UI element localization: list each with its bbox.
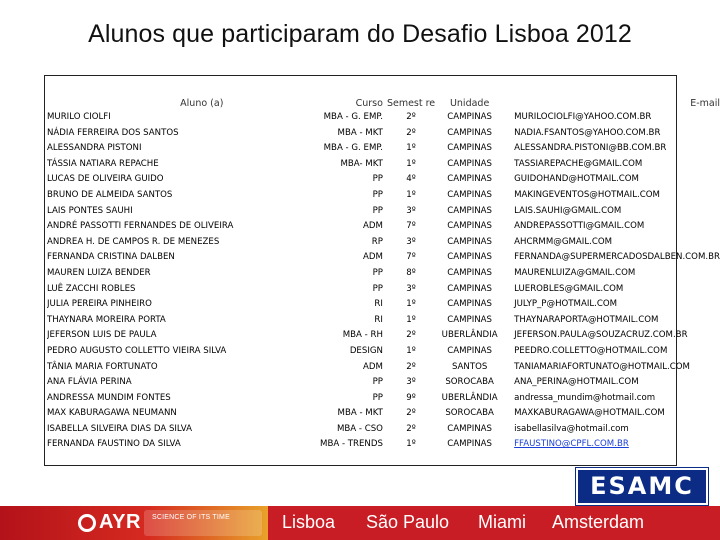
student-unit: UBERLÂNDIA [441, 392, 498, 403]
student-semester: 2º [406, 423, 416, 434]
student-name: MAUREN LUIZA BENDER [47, 267, 151, 278]
student-name: ALESSANDRA PISTONI [47, 143, 142, 154]
student-name: BRUNO DE ALMEIDA SANTOS [47, 189, 173, 200]
student-name: FERNANDA FAUSTINO DA SILVA [47, 439, 181, 450]
student-email: JEFERSON.PAULA@SOUZACRUZ.COM.BR [514, 330, 688, 341]
student-email: GUIDOHAND@HOTMAIL.COM [514, 174, 639, 185]
student-course: RP [371, 236, 383, 247]
city-sao-paulo: São Paulo [366, 512, 450, 532]
footer-brand-area [0, 506, 268, 540]
student-unit: CAMPINAS [447, 423, 493, 434]
student-name: LAIS PONTES SAUHI [47, 205, 133, 216]
student-unit: CAMPINAS [447, 205, 493, 216]
student-email: andressa_mundim@hotmail.com [514, 392, 656, 403]
student-email: THAYNARAPORTA@HOTMAIL.COM [514, 314, 659, 325]
student-name: MURILO CIOLFI [47, 112, 111, 122]
students-table [47, 80, 720, 453]
header-semestre: Semest re [386, 98, 436, 109]
student-email: AHCRMM@GMAIL.COM [514, 236, 613, 247]
student-semester: 3º [406, 283, 416, 294]
table-row [47, 266, 720, 282]
student-name: MAX KABURAGAWA NEUMANN [47, 408, 177, 419]
student-course: PP [372, 377, 383, 388]
student-semester: 2º [406, 127, 416, 138]
student-semester: 2º [406, 330, 416, 341]
student-name: LUCAS DE OLIVEIRA GUIDO [47, 174, 164, 185]
student-semester: 8º [406, 267, 416, 278]
student-unit: CAMPINAS [447, 158, 493, 169]
student-email: TASSIAREPACHE@GMAIL.COM [514, 158, 643, 169]
student-course: MBA - G. EMP. [323, 112, 383, 122]
student-course: PP [372, 189, 383, 200]
student-email: MAURENLUIZA@GMAIL.COM [514, 267, 636, 278]
table-row [47, 422, 720, 438]
header-curso: Curso [355, 98, 383, 109]
student-name: ISABELLA SILVEIRA DIAS DA SILVA [47, 423, 192, 434]
student-unit: CAMPINAS [447, 283, 493, 294]
student-course: PP [372, 392, 383, 403]
student-name: TÁSSIA NATIARA REPACHE [47, 158, 159, 169]
student-email: ALESSANDRA.PISTONI@BB.COM.BR [514, 143, 667, 154]
table-row [47, 250, 720, 266]
student-unit: SANTOS [451, 361, 488, 372]
table-row [47, 141, 720, 157]
student-course: ADM [363, 252, 383, 263]
table-row [47, 188, 720, 204]
header-unidade: Unidade [449, 98, 490, 109]
student-course: PP [372, 174, 383, 185]
student-semester: 7º [406, 252, 416, 263]
student-email: ANDREPASSOTTI@GMAIL.COM [514, 221, 645, 232]
student-email: MURILOCIOLFI@YAHOO.COM.BR [514, 112, 652, 122]
student-course: ADM [363, 221, 383, 232]
esamc-logo: ESAMC [576, 468, 708, 505]
student-course: RI [374, 299, 383, 310]
student-course: RI [374, 314, 383, 325]
student-course: PP [372, 267, 383, 278]
table-row [47, 406, 720, 422]
student-unit: CAMPINAS [447, 267, 493, 278]
student-semester: 1º [406, 299, 416, 310]
student-semester: 1º [406, 189, 416, 200]
student-name: FERNANDA CRISTINA DALBEN [47, 252, 175, 263]
student-semester: 1º [406, 314, 416, 325]
student-course: ADM [363, 361, 383, 372]
student-name: ANDRÉ PASSOTTI FERNANDES DE OLIVEIRA [47, 221, 234, 232]
student-course: MBA - RH [342, 330, 383, 341]
table-row [47, 328, 720, 344]
table-row [47, 437, 720, 453]
table-row [47, 375, 720, 391]
student-name: ANA FLÁVIA PERINA [47, 377, 132, 388]
student-unit: CAMPINAS [447, 221, 493, 232]
student-semester: 2º [406, 112, 416, 122]
student-email: MAKINGEVENTOS@HOTMAIL.COM [514, 189, 660, 200]
ayr-brand: AYR [99, 511, 141, 533]
student-semester: 1º [406, 158, 416, 169]
student-email: PEEDRO.COLLETTO@HOTMAIL.COM [514, 345, 668, 356]
table-row [47, 126, 720, 142]
student-unit: SOROCABA [445, 408, 494, 419]
student-semester: 4º [406, 174, 416, 185]
student-semester: 3º [406, 236, 416, 247]
student-name: THAYNARA MOREIRA PORTA [47, 314, 166, 325]
student-unit: CAMPINAS [447, 143, 493, 154]
science-tagline: SCIENCE OF ITS TIME [152, 514, 230, 521]
student-unit: CAMPINAS [447, 112, 493, 122]
student-name: PEDRO AUGUSTO COLLETTO VIEIRA SILVA [47, 345, 227, 356]
student-course: MBA - TRENDS [320, 439, 383, 450]
table-row [47, 235, 720, 251]
city-lisboa: Lisboa [282, 512, 336, 532]
student-unit: CAMPINAS [447, 127, 493, 138]
header-email: E-mail [690, 98, 720, 109]
student-course: DESIGN [349, 345, 383, 356]
student-name: JULIA PEREIRA PINHEIRO [47, 299, 152, 310]
ayr-logo-icon [78, 514, 96, 532]
student-semester: 1º [406, 143, 416, 154]
student-email: ANA_PERINA@HOTMAIL.COM [514, 377, 639, 388]
table-row [47, 313, 720, 329]
student-course: MBA - MKT [337, 127, 383, 138]
student-name: TÂNIA MARIA FORTUNATO [47, 361, 158, 372]
student-email: JULYP_P@HOTMAIL.COM [514, 299, 618, 310]
student-semester: 3º [406, 377, 416, 388]
student-semester: 7º [406, 221, 416, 232]
student-unit: CAMPINAS [447, 439, 493, 450]
student-email: isabellasilva@hotmail.com [514, 423, 629, 434]
student-semester: 1º [406, 345, 416, 356]
student-unit: CAMPINAS [447, 299, 493, 310]
table-row [47, 172, 720, 188]
footer-bar [0, 506, 720, 540]
student-unit: CAMPINAS [447, 314, 493, 325]
table-row [47, 297, 720, 313]
student-course: MBA - MKT [337, 408, 383, 419]
student-unit: SOROCABA [445, 377, 494, 388]
table-row [47, 360, 720, 376]
city-miami: Miami [478, 512, 526, 532]
student-name: ANDRESSA MUNDIM FONTES [47, 392, 171, 403]
student-name: LUÊ ZACCHI ROBLES [47, 283, 136, 294]
student-name: NÁDIA FERREIRA DOS SANTOS [47, 127, 179, 138]
table-row [47, 219, 720, 235]
student-course: PP [372, 205, 383, 216]
student-unit: CAMPINAS [447, 252, 493, 263]
student-name: JEFERSON LUIS DE PAULA [47, 330, 157, 341]
student-unit: CAMPINAS [447, 236, 493, 247]
student-semester: 9º [406, 392, 416, 403]
student-email: MAXKABURAGAWA@HOTMAIL.COM [514, 408, 665, 419]
student-course: PP [372, 283, 383, 294]
student-unit: CAMPINAS [447, 345, 493, 356]
student-name: ANDREA H. DE CAMPOS R. DE MENEZES [47, 236, 220, 247]
student-unit: CAMPINAS [447, 189, 493, 200]
student-semester: 1º [406, 439, 416, 450]
email-link[interactable]: FFAUSTINO@CPFL.COM.BR [514, 439, 629, 450]
student-email: FERNANDA@SUPERMERCADOSDALBEN.COM.BR [514, 252, 720, 263]
table-row [47, 282, 720, 298]
table-row [47, 204, 720, 220]
student-email [504, 437, 720, 453]
student-email: NADIA.FSANTOS@YAHOO.COM.BR [514, 127, 661, 138]
student-semester: 3º [406, 205, 416, 216]
table-row [47, 391, 720, 407]
city-amsterdam: Amsterdam [552, 512, 645, 532]
table-row [47, 157, 720, 173]
slide-title: Alunos que participaram do Desafio Lisboa 2012 [88, 20, 632, 48]
student-course: MBA - CSO [336, 423, 383, 434]
table-row [47, 344, 720, 360]
header-aluno: Aluno (a) [180, 98, 224, 109]
student-semester: 2º [406, 361, 416, 372]
student-email: TANIAMARIAFORTUNATO@HOTMAIL.COM [514, 361, 690, 372]
table-header-row [47, 80, 720, 110]
student-course: MBA- MKT [340, 158, 383, 169]
student-course: MBA - G. EMP. [323, 143, 383, 154]
student-email: LAIS.SAUHI@GMAIL.COM [514, 205, 622, 216]
table-row [47, 110, 720, 126]
student-unit: CAMPINAS [447, 174, 493, 185]
student-semester: 2º [406, 408, 416, 419]
student-unit: UBERLÂNDIA [441, 330, 498, 341]
student-email: LUEROBLES@GMAIL.COM [514, 283, 624, 294]
